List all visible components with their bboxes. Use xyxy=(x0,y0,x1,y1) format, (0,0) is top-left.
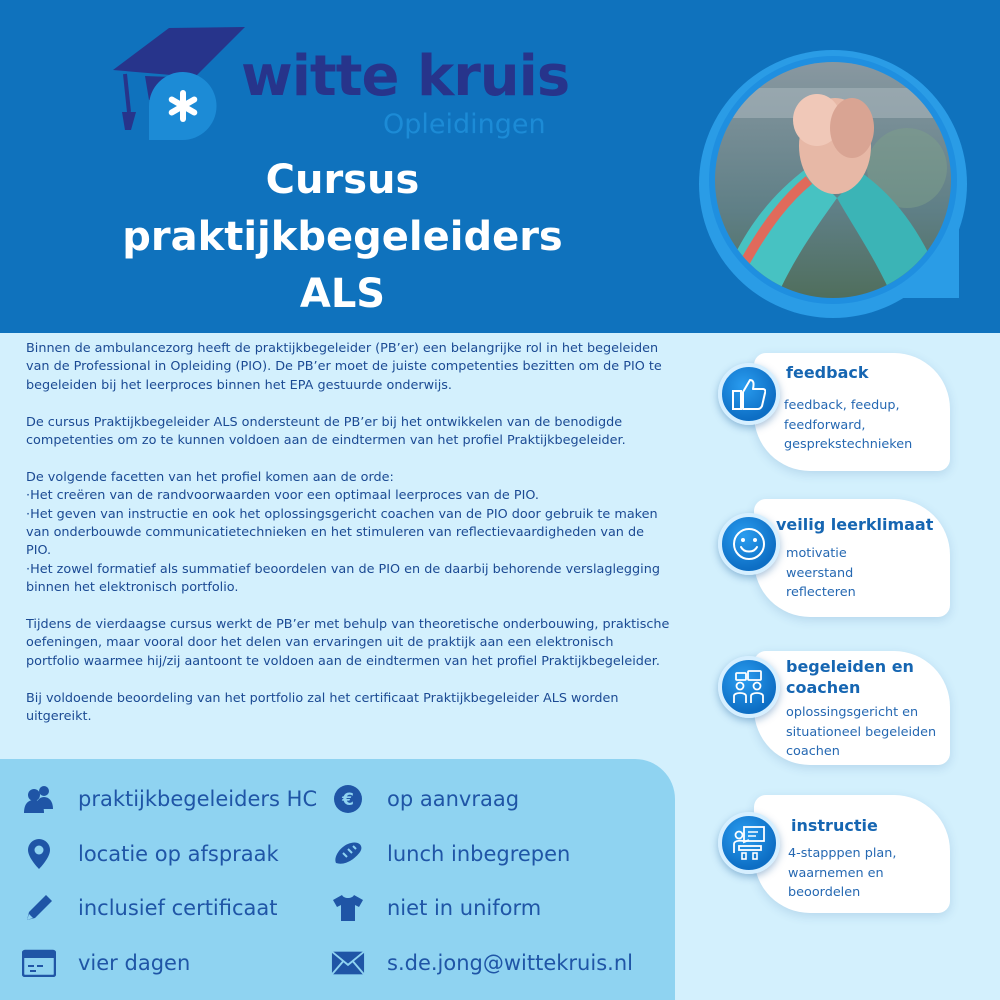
brand-logo xyxy=(105,22,575,147)
brand-name: witte kruis xyxy=(241,44,570,109)
text-line: uitgereikt. xyxy=(26,709,92,725)
text-line: begeleiden bij het leerproces binnen het EPA gestuurde onderwijs. xyxy=(26,377,452,393)
title-line: Cursus xyxy=(265,157,420,203)
svg-text:€: € xyxy=(342,790,354,810)
info-label: inclusief certificaat xyxy=(78,896,278,920)
intro-paragraph xyxy=(26,414,676,451)
info-label: op aanvraag xyxy=(387,787,520,811)
logo-mark-icon xyxy=(105,22,255,147)
text-line: van de Professional in Opleiding (PIO). De PB’er moet de juiste competenties bezitten om de PIO te xyxy=(26,359,662,375)
info-label: niet in uniform xyxy=(387,896,542,920)
contact-email-link[interactable]: s.de.jong@wittekruis.nl xyxy=(387,951,633,975)
coaching-icon xyxy=(718,656,780,718)
instructor-icon xyxy=(718,812,780,874)
card-title: feedback xyxy=(786,363,869,382)
card-desc-line: situationeel begeleiden xyxy=(786,724,937,740)
card-title: veilig leerklimaat xyxy=(776,515,934,534)
card-desc-line: feedback, feedup, xyxy=(784,398,900,413)
card-desc-line: beoordelen xyxy=(788,885,861,900)
intro-paragraph xyxy=(26,616,676,671)
brand-subtitle: Opleidingen xyxy=(383,109,546,140)
card-description xyxy=(786,703,936,762)
feature-card-instruction xyxy=(754,795,950,913)
card-desc-line: oplossingsgericht en xyxy=(786,705,919,720)
intro-paragraph xyxy=(26,340,676,395)
info-item-price xyxy=(331,782,519,816)
info-label: locatie op afspraak xyxy=(78,842,279,866)
text-line: competenties om zo te kunnen voldoen aan de eindtermen van het profiel Praktijkbegeleider. xyxy=(26,433,626,449)
location-pin-icon xyxy=(22,837,56,871)
text-line: ·Het geven van instructie en ook het oplossingsgericht coachen van de PIO door gebruik te maken xyxy=(26,506,658,522)
tshirt-icon xyxy=(331,891,365,925)
card-title-line: coachen xyxy=(786,678,861,697)
card-description xyxy=(788,844,896,903)
thumbs-up-icon xyxy=(718,363,780,425)
text-line: Tijdens de vierdaagse cursus werkt de PB’er met behulp van theoretische onderbouwing, praktische xyxy=(26,617,670,633)
users-icon xyxy=(22,782,56,816)
info-item-audience xyxy=(22,782,317,816)
info-label: vier dagen xyxy=(78,951,191,975)
card-title: instructie xyxy=(791,816,878,835)
card-desc-line: gesprekstechnieken xyxy=(784,437,913,452)
card-desc-line: waarnemen en xyxy=(788,865,884,881)
text-line: Bij voldoende beoordeling van het portfolio zal het certificaat Praktijkbegeleider ALS worden xyxy=(26,690,619,706)
card-desc-line: motivatie xyxy=(786,546,847,561)
feature-card-learning-climate xyxy=(754,499,950,617)
text-line: binnen het elektronisch portfolio. xyxy=(26,580,239,596)
info-item-certificate xyxy=(22,891,278,925)
intro-paragraph xyxy=(26,469,676,598)
text-line: portfolio waarmee hij/zij aantoont te voldoen aan de eindtermen van het profiel Praktijkbegeleider. xyxy=(26,653,660,669)
text-line: De volgende facetten van het profiel komen aan de orde: xyxy=(26,469,394,485)
calendar-icon xyxy=(22,946,56,980)
envelope-icon xyxy=(331,946,365,980)
card-desc-line: feedforward, xyxy=(784,417,866,433)
header-banner xyxy=(0,0,1000,333)
bread-icon xyxy=(331,837,365,871)
info-label: lunch inbegrepen xyxy=(387,842,571,866)
text-line: Binnen de ambulancezorg heeft de praktijkbegeleider (PB’er) een belangrijke rol in het begeleiden xyxy=(26,341,659,356)
text-line: oefeningen, maar vooral door het delen van ervaringen uit de praktijk aan een elektronisch xyxy=(26,635,614,651)
page-title xyxy=(95,152,590,323)
info-item-contact[interactable] xyxy=(331,946,633,980)
text-line: ·Het zowel formatief als summatief beoordelen van de PIO en de daarbij behorende verslaglegging xyxy=(26,561,660,577)
course-info-panel xyxy=(0,759,675,1000)
card-desc-line: reflecteren xyxy=(786,585,856,600)
euro-icon xyxy=(331,782,365,816)
text-line: van onderbouwde communicatietechnieken en het stimuleren van reflectievaardigheden van de xyxy=(26,525,644,541)
intro-text xyxy=(26,340,676,745)
handshake-photo xyxy=(697,48,969,320)
text-line: ·Het creëren van de randvoorwaarden voor een optimaal leerproces van de PIO. xyxy=(26,488,539,504)
smiley-icon xyxy=(718,513,780,575)
info-item-duration xyxy=(22,946,190,980)
title-line: ALS xyxy=(299,271,386,317)
info-item-lunch xyxy=(331,837,570,871)
info-item-location xyxy=(22,837,279,871)
card-desc-line: weerstand xyxy=(786,565,854,581)
card-description xyxy=(786,544,856,603)
card-desc-line: coachen xyxy=(786,744,840,759)
feature-card-feedback xyxy=(754,353,950,471)
info-label: praktijkbegeleiders HC xyxy=(78,787,318,811)
card-desc-line: 4-stapppen plan, xyxy=(788,846,897,861)
card-title-line: begeleiden en xyxy=(786,657,914,676)
info-item-dresscode xyxy=(331,891,541,925)
title-line: praktijkbegeleiders xyxy=(122,214,563,260)
pencil-icon xyxy=(22,891,56,925)
feature-card-coaching xyxy=(754,651,950,765)
card-description xyxy=(784,396,912,455)
intro-paragraph xyxy=(26,690,676,727)
text-line: PIO. xyxy=(26,543,52,559)
card-title xyxy=(786,656,914,698)
text-line: De cursus Praktijkbegeleider ALS ondersteunt de PB’er bij het ontwikkelen van de benodigde xyxy=(26,414,623,430)
